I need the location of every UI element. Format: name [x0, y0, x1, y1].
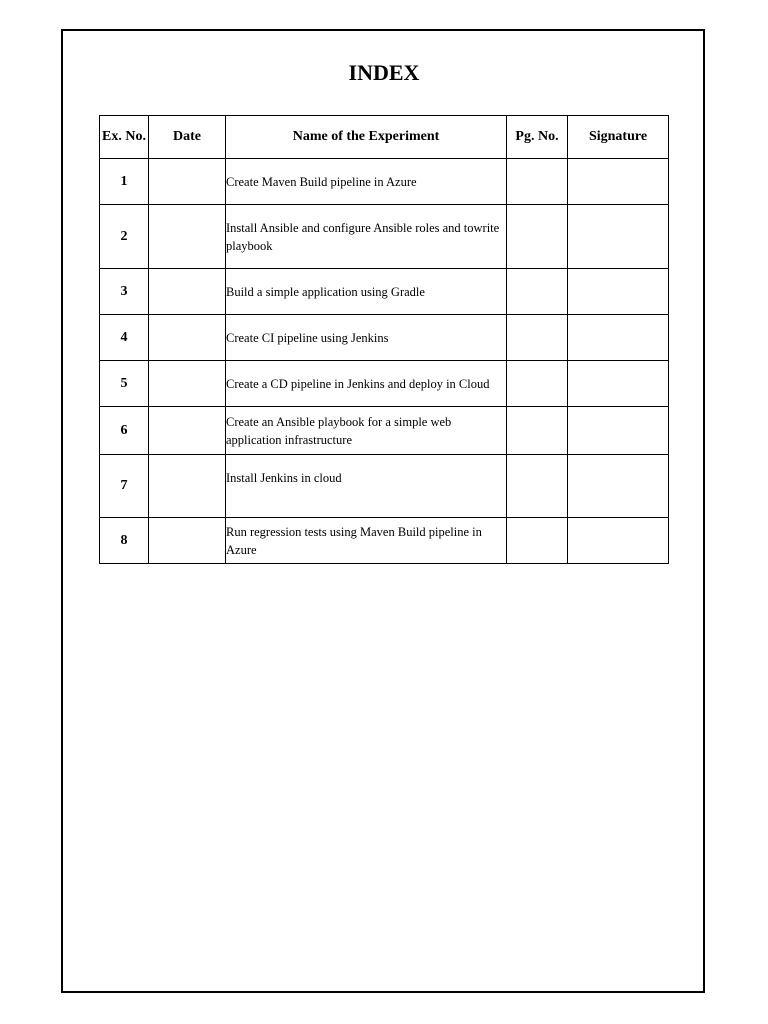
table-row: [100, 159, 669, 205]
signature-cell: [568, 455, 669, 518]
signature-cell: [568, 407, 669, 455]
date-cell: [149, 455, 226, 518]
date-cell: [149, 315, 226, 361]
index-table: [99, 115, 669, 564]
date-cell: [149, 361, 226, 407]
table-row: [100, 455, 669, 518]
header-signature: Signature: [568, 116, 669, 159]
header-ex-no: Ex. No.: [100, 116, 149, 159]
experiment-name: Create a CD pipeline in Jenkins and deploy in Cloud: [226, 361, 507, 407]
page-no-cell: [507, 407, 568, 455]
experiment-name: Create an Ansible playbook for a simple web application infrastructure: [226, 407, 507, 455]
table-row: [100, 361, 669, 407]
experiment-name: Install Jenkins in cloud: [226, 455, 507, 518]
table-row: [100, 205, 669, 269]
header-date: Date: [149, 116, 226, 159]
page-no-cell: [507, 205, 568, 269]
page-no-cell: [507, 361, 568, 407]
header-experiment-name: Name of the Experiment: [226, 116, 507, 159]
page-no-cell: [507, 455, 568, 518]
experiment-number: 1: [100, 159, 149, 205]
date-cell: [149, 205, 226, 269]
date-cell: [149, 407, 226, 455]
signature-cell: [568, 361, 669, 407]
page-no-cell: [507, 269, 568, 315]
experiment-number: 8: [100, 518, 149, 564]
experiment-name: Create CI pipeline using Jenkins: [226, 315, 507, 361]
experiment-number: 2: [100, 205, 149, 269]
experiment-name: Create Maven Build pipeline in Azure: [226, 159, 507, 205]
page-no-cell: [507, 159, 568, 205]
date-cell: [149, 269, 226, 315]
experiment-number: 6: [100, 407, 149, 455]
experiment-number: 4: [100, 315, 149, 361]
page-no-cell: [507, 315, 568, 361]
page-title: INDEX: [348, 60, 420, 85]
table-row: [100, 518, 669, 564]
date-cell: [149, 159, 226, 205]
experiment-name: Build a simple application using Gradle: [226, 269, 507, 315]
table-row: [100, 269, 669, 315]
signature-cell: [568, 205, 669, 269]
experiment-number: 7: [100, 455, 149, 518]
date-cell: [149, 518, 226, 564]
page-no-cell: [507, 518, 568, 564]
header-row: [100, 116, 669, 159]
signature-cell: [568, 315, 669, 361]
experiment-number: 5: [100, 361, 149, 407]
signature-cell: [568, 518, 669, 564]
table-row: [100, 407, 669, 455]
table-row: [100, 315, 669, 361]
experiment-number: 3: [100, 269, 149, 315]
signature-cell: [568, 269, 669, 315]
signature-cell: [568, 159, 669, 205]
header-page-no: Pg. No.: [507, 116, 568, 159]
experiment-name: Run regression tests using Maven Build pipeline in Azure: [226, 518, 507, 564]
experiment-name: Install Ansible and configure Ansible roles and towrite playbook: [226, 205, 507, 269]
